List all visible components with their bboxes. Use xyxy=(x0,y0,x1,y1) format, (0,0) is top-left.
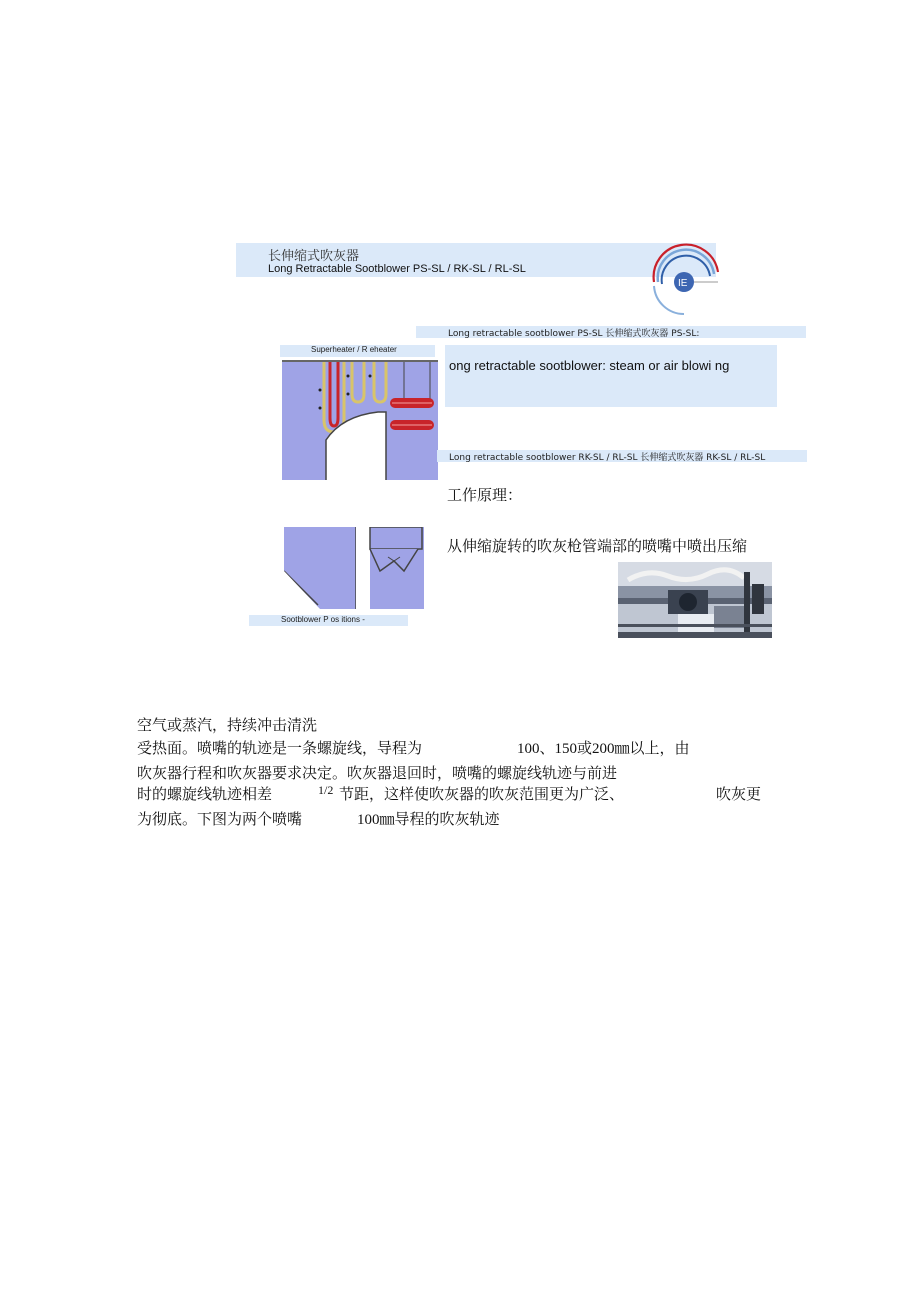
body-line-4c: 吹灰更 xyxy=(716,785,762,803)
sootblower-position-diagram xyxy=(284,527,424,609)
diagram-top-label: Superheater / R eheater xyxy=(311,345,397,354)
body-line-4-fraction: 1/2 xyxy=(318,783,334,797)
body-line-2a: 受热面。喷嘴的轨迹是一条螺旋线，导程为 xyxy=(137,739,423,757)
svg-text:IE: IE xyxy=(678,278,688,289)
header-title-en: Long Retractable Sootblower PS-SL / RK-SL / RL-SL xyxy=(268,263,526,275)
principle-text: 从伸缩旋转的吹灰枪管端部的喷嘴中喷出压缩 xyxy=(447,537,748,555)
diagram-bottom-label: Sootblower P os itions - xyxy=(281,615,365,624)
body-line-5b: 100㎜导程的吹灰轨迹 xyxy=(357,812,500,828)
body-line-1: 空气或蒸汽，持续冲击清洗 xyxy=(137,716,318,734)
work-principle-heading: 工作原理： xyxy=(447,486,523,504)
company-logo xyxy=(644,242,724,318)
sootblower-machine-image xyxy=(618,562,772,638)
body-line-5a: 为彻底。下图为两个喷嘴 xyxy=(137,810,303,828)
band-ps-sl-text: Long retractable sootblower PS-SL 长伸缩式吹灰器 PS-SL: xyxy=(448,329,700,339)
header-title-cn: 长伸缩式吹灰器 xyxy=(268,249,360,264)
superheater-diagram xyxy=(282,360,438,480)
band-rk-sl-text: Long retractable sootblower RK-SL / RL-SL 长伸缩式吹灰器 RK-SL / RL-SL xyxy=(449,453,766,463)
body-line-4a: 时的螺旋线轨迹相差 xyxy=(137,785,273,803)
body-line-3: 吹灰器行程和吹灰器要求决定。吹灰器退回时，喷嘴的螺旋线轨迹与前进 xyxy=(137,764,618,782)
body-line-4b: 节距，这样使吹灰器的吹灰范围更为广泛、 xyxy=(339,785,625,803)
band-main-text: ong retractable sootblower: steam or air blowi ng xyxy=(449,358,730,373)
band-main xyxy=(445,345,777,407)
body-line-2b: 100、150或200㎜以上，由 xyxy=(517,741,690,757)
